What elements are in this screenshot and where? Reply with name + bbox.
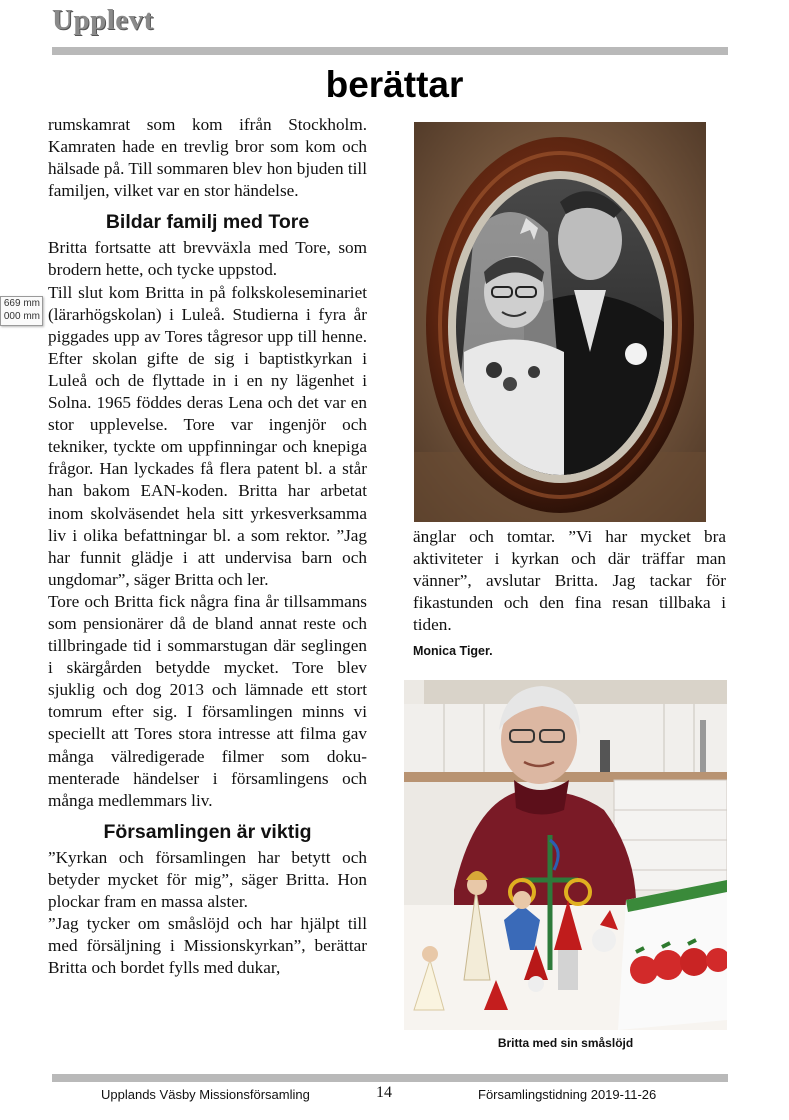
page-title: berättar — [325, 64, 464, 105]
footer-issue-date: Församlingstidning 2019-11-26 — [478, 1087, 657, 1102]
subheading-church: Församlingen är viktig — [103, 820, 312, 843]
footer-publisher: Upplands Väsby Missionsförsamling — [101, 1087, 310, 1102]
measurement-value-1: 669 mm — [3, 298, 40, 309]
britta-crafts-photo — [404, 680, 727, 1030]
measurement-value-2: 000 mm — [3, 311, 40, 322]
left-column — [48, 114, 367, 979]
paragraph: Till slut kom Britta in på folkskoleseminariet (lärarhögskolan) i Luleå. Studierna i fyra år piggades upp av Tores tågresor upp till henne. Efter skolan gifte de sig i baptistkyrkan i Luleå och de flyttade in i en ny lägenhet i Solna. 1965 föddes deras Lena och det var en stor upplevelse. Tore var ingenjör och tekniker, tyckte om uppfinningar och knepiga frågor. Han lyckades få flera patent bl. a står han bakom EAN-koden. Britta har arbetat inom skolväsendet hela sitt yrkesverksamma liv i olika befattningar bl. a som rektor. ”Jag har funnit glädje i att undervisa barn och ungdomar”, säger Britta och ler. — [48, 282, 367, 589]
footer-rule — [52, 1074, 728, 1082]
paragraph: Britta fortsatte att brevväxla med Tore, som brodern hette, och tycke uppstod. — [48, 238, 367, 280]
paragraph: ”Jag tycker om småslöjd och har hjälpt till med försäljning i Missionskyrkan”, berättar Britta och bordet fylls med dukar, — [48, 914, 367, 978]
header-rule — [52, 47, 728, 55]
right-column — [413, 526, 726, 658]
paragraph: änglar och tomtar. ”Vi har mycket bra aktiviteter i kyrkan och där träffar man vänner”, avslutar Britta. Jag tackar för fikastunden och den fina resan tillbaka i tiden. — [413, 527, 726, 635]
photo-caption: Britta med sin småslöjd — [497, 1036, 634, 1050]
wedding-portrait-photo — [414, 122, 706, 522]
subheading-family: Bildar familj med Tore — [105, 211, 310, 234]
measurement-tooltip — [0, 296, 43, 326]
paragraph: rumskamrat som kom ifrån Stockholm. Kamraten hade en trevlig bror som kom och hälsade på. Till sommaren blev hon bjuden till familjen, vilket var en stor händelse. — [48, 115, 367, 201]
section-kicker: Upplevt — [52, 4, 154, 36]
page-number: 14 — [376, 1084, 392, 1101]
paragraph: ”Kyrkan och församlingen har betytt och betyder mycket för mig”, säger Britta. Hon plockar fram en massa alster. — [48, 847, 367, 911]
paragraph: Tore och Britta fick några fina år tillsammans som pensionärer då de bland annat reste och tillbringade tid i sommarstugan där seglingen i skärgården betydde mycket. Tore blev sjuklig och dog 2013 och lämnade ett stort tomrum efter sig. I församlingen minns vi speciellt att Tores stora intresse att filma gav många välredigerade filmer som dokumenterade händelser i församlingens och många medlemmars liv. — [48, 591, 367, 810]
author-signature: Monica Tiger. — [413, 644, 493, 659]
